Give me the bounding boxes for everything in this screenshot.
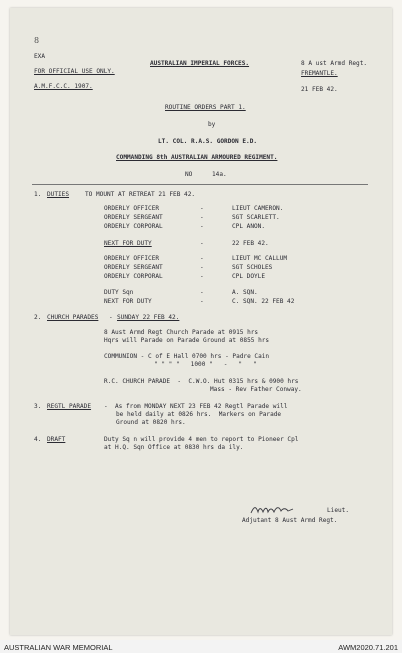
dash: - <box>200 273 204 280</box>
duty-role: ORDERLY SERGEANT <box>104 264 163 271</box>
duty-name: LIEUT CAMERON. <box>232 205 284 212</box>
duty-role: ORDERLY OFFICER <box>104 255 160 262</box>
handwritten-mark: 8 <box>34 36 40 45</box>
by-label: by <box>208 121 216 128</box>
duty-name: SGT SCARLETT. <box>232 214 280 221</box>
next-for-duty-date: 22 FEB 42. <box>232 240 269 247</box>
next-duty-squadron-label: NEXT FOR DUTY <box>104 298 152 305</box>
dash: - <box>200 264 204 271</box>
dash: - <box>200 205 204 212</box>
communion-line: " " " " 1000 " - " " <box>154 361 257 368</box>
item-4-number: 4. <box>34 436 42 443</box>
officer-name: LT. COL. R.A.S. GORDON E.D. <box>158 138 258 145</box>
next-duty-squadron-value: C. SQN. 22 FEB 42 <box>232 298 295 305</box>
order-number-label: NO <box>185 171 193 178</box>
regtl-parade-line: Ground at 0820 hrs. <box>116 419 186 426</box>
communion-line: COMMUNION - C of E Hall 0700 hrs - Padre Cain <box>104 353 270 360</box>
item-1-number: 1. <box>34 191 42 198</box>
routine-orders-title: ROUTINE ORDERS PART 1. <box>165 104 246 111</box>
rc-church-line: Mass - Rev Father Conway. <box>210 386 302 393</box>
location: FREMANTLE. <box>301 70 338 77</box>
duty-role: ORDERLY OFFICER <box>104 205 160 212</box>
unit-name: 8 A ust Armd Regt. <box>301 60 368 67</box>
separator-rule <box>32 184 368 185</box>
footer-institution: AUSTRALIAN WAR MEMORIAL <box>4 643 113 652</box>
item-2-subtitle: SUNDAY 22 FEB 42. <box>117 314 180 321</box>
duty-name: LIEUT MC CALLUM <box>232 255 288 262</box>
draft-line: at H.Q. Sqn Office at 0830 hrs da ily. <box>104 444 244 451</box>
dash: - <box>200 255 204 262</box>
duty-name: CPL ANON. <box>232 223 266 230</box>
dash: - <box>200 289 204 296</box>
regtl-parade-line: - As from MONDAY NEXT 23 FEB 42 Regtl Parade will <box>104 403 288 410</box>
archive-footer <box>0 640 402 653</box>
signatory-rank: Lieut. <box>327 507 350 514</box>
header-date: 21 FEB 42. <box>301 86 338 93</box>
regtl-parade-line: be held daily at 0826 hrs. Markers on Parade <box>116 411 282 418</box>
duty-name: CPL DOYLE <box>232 273 266 280</box>
duty-role: ORDERLY CORPORAL <box>104 273 163 280</box>
next-for-duty-label: NEXT FOR DUTY <box>104 240 152 247</box>
rc-church-line: R.C. CHURCH PARADE - C.W.O. Hut 0315 hrs & 0900 hrs <box>104 378 299 385</box>
ext-label: EXA <box>34 53 46 60</box>
item-3-title: REGTL PARADE <box>47 403 92 410</box>
church-line: Hqrs will Parade on Parade Ground at 0855 hrs <box>104 337 270 344</box>
document-title: AUSTRALIAN IMPERIAL FORCES. <box>150 60 250 67</box>
signatory-appointment: Adjutant 8 Aust Armd Regt. <box>242 517 338 524</box>
commanding-line: COMMANDING 8th AUSTRALIAN ARMOURED REGIMENT. <box>116 154 278 161</box>
duty-name: SGT SCHOLES <box>232 264 273 271</box>
item-2-title: CHURCH PARADES <box>47 314 99 321</box>
dash: - <box>200 298 204 305</box>
dash: - <box>200 214 204 221</box>
church-line: 8 Aust Armd Regt Church Parade at 0915 hrs <box>104 329 259 336</box>
official-use-label: FOR OFFICIAL USE ONLY. <box>34 68 115 75</box>
footer-accession-number: AWM2020.71.201 <box>338 643 398 652</box>
dash: - <box>109 314 113 321</box>
document-page <box>10 8 392 635</box>
item-2-number: 2. <box>34 314 42 321</box>
order-number: 14a. <box>212 171 227 178</box>
duty-role: ORDERLY CORPORAL <box>104 223 163 230</box>
item-1-subtitle: TO MOUNT AT RETREAT 21 FEB 42. <box>85 191 196 198</box>
form-number: A.M.F.C.C. 1907. <box>34 83 93 90</box>
handwritten-signature <box>250 504 294 516</box>
item-3-number: 3. <box>34 403 42 410</box>
item-4-title: DRAFT <box>47 436 66 443</box>
dash: - <box>200 240 204 247</box>
duty-squadron-value: A. SQN. <box>232 289 258 296</box>
dash: - <box>200 223 204 230</box>
draft-line: Duty Sq n will provide 4 men to report to Pioneer Cpl <box>104 436 299 443</box>
duty-role: ORDERLY SERGEANT <box>104 214 163 221</box>
duty-squadron-label: DUTY Sqn <box>104 289 134 296</box>
item-1-title: DUTIES <box>47 191 70 198</box>
